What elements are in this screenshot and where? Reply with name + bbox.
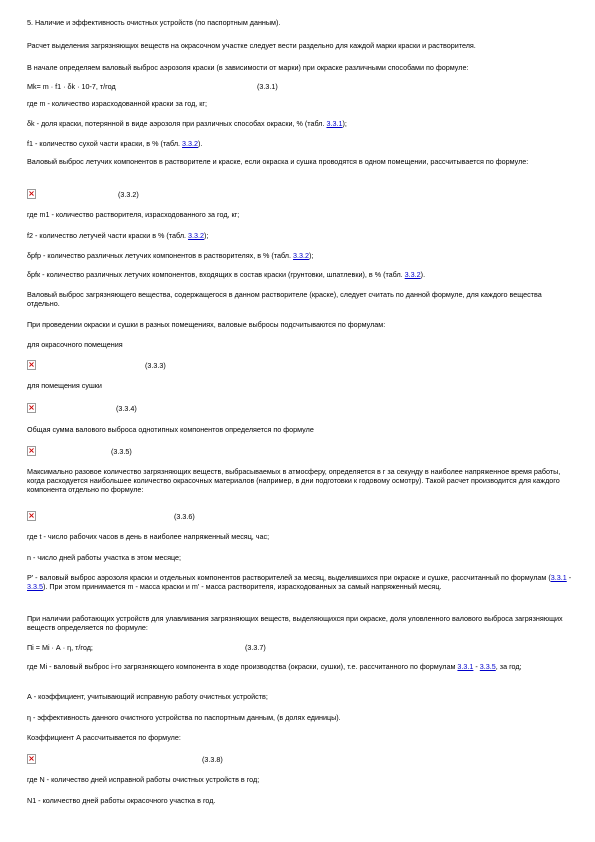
definition-p: Р' - валовый выброс аэрозоля краски и отдельных компонентов растворителей за месяц, выделившихся при окраске и сушке, рассчитанный по формулам (3.3.1 - 3.3.5). При этом принимается m - масса краски и m' - масса растворителя, израсходованных за самый напряженный месяц. (27, 573, 572, 592)
equation-number: (3.3.7) (245, 643, 266, 652)
broken-image-icon (27, 754, 36, 764)
equation-number: (3.3.6) (174, 512, 195, 521)
definition-t: где t - число рабочих часов в день в наиболее напряженный месяц, час; (27, 532, 270, 541)
definition-dk: δk - доля краски, потерянной в виде аэрозоля при различных способах окраски, % (табл. 3.3.1); (27, 119, 347, 128)
definition-eta: η - эффективность данного очистного устройства по паспортным данным, (в долях единицы). (27, 713, 341, 722)
formula-3-3-7-line (27, 643, 572, 652)
paragraph-valovyi-zagr: Валовый выброс загрязняющего вещества, содержащегося в данном растворителе (краске), следует считать по данной формуле, для каждого вещества отдельно. (27, 290, 542, 309)
broken-image-icon (27, 446, 36, 456)
definition-f1: f1 - количество сухой части краски, в % (табл. 3.3.2). (27, 139, 203, 148)
ref-table-3-3-2[interactable]: 3.3.2 (188, 231, 205, 240)
broken-image-icon (27, 189, 36, 199)
definition-a: А - коэффициент, учитывающий исправную работу очистных устройств; (27, 692, 268, 701)
ref-table-3-3-2[interactable]: 3.3.2 (292, 251, 309, 260)
equation-number: (3.3.4) (116, 404, 137, 413)
paragraph-valovyi: Валовый выброс летучих компонентов в растворителе и краске, если окраска и сушка проводятся в одном помещении, рассчитывается по формуле: (27, 157, 529, 166)
ref-formula-3-3-5[interactable]: 3.3.5 (27, 582, 43, 592)
formula-3-3-6-line (27, 511, 572, 521)
equation-number: (3.3.5) (111, 447, 132, 456)
definition-n1: N1 - количество дней работы окрасочного участка в год. (27, 796, 216, 805)
formula-3-3-1: Мk= m · f1 · δk · 10-7, т/год (27, 82, 116, 91)
section-heading: 5. Наличие и эффективность очистных устройств (по паспортным данным). (27, 18, 281, 27)
broken-image-icon (27, 403, 36, 413)
ref-table-3-3-2[interactable]: 3.3.2 (182, 139, 199, 148)
equation-number: (3.3.3) (145, 361, 166, 370)
paragraph-nachale: В начале определяем валовый выброс аэрозоля краски (в зависимости от марки) при окраске различными способами по формуле: (27, 63, 469, 72)
definition-dpk: δрfк - количество различных летучих компонентов, входящих в состав краски (грунтовки, шпатлевки), в % (табл. 3.3.2). (27, 270, 426, 279)
ref-formula-3-3-1[interactable]: 3.3.1 (457, 662, 474, 671)
definition-n: n - число дней работы участка в этом месяце; (27, 553, 182, 562)
definition-n-days: где N - количество дней исправной работы очистных устройств в год; (27, 775, 260, 784)
paragraph-koef-a: Коэффициент А рассчитывается по формуле: (27, 733, 181, 742)
paragraph-max: Максимально разовое количество загрязняющих веществ, выбрасываемых в атмосферу, определяется в г за секунду в наиболее напряженное время работы, когда расходуется наибольшее количество окрасочных материалов (например, в дни подготовки к годовому осмотру). Такой расчет производится для каждого компонента отдельно по формуле: (27, 467, 561, 495)
paragraph-pri-raznyh: При проведении окраски и сушки в разных помещениях, валовые выбросы подсчитываются по формулам: (27, 320, 386, 329)
paragraph-raschet: Расчет выделения загрязняющих веществ на окрасочном участке следует вести раздельно для каждой марки краски и растворителя. (27, 41, 476, 50)
formula-3-3-1-line (27, 82, 572, 91)
definition-m: где m - количество израсходованной краски за год, кг; (27, 99, 208, 108)
equation-number: (3.3.1) (257, 82, 278, 91)
ref-table-3-3-2[interactable]: 3.3.2 (404, 270, 421, 279)
label-okrasochnoe: для окрасочного помещения (27, 340, 123, 349)
formula-3-3-3-line (27, 360, 572, 370)
formula-3-3-4-line (27, 403, 572, 413)
definition-f2: f2 - количество летучей части краски в % (табл. 3.3.2); (27, 231, 209, 240)
equation-number: (3.3.8) (202, 755, 223, 764)
equation-number: (3.3.2) (118, 190, 139, 199)
broken-image-icon (27, 511, 36, 521)
ref-table-3-3-1[interactable]: 3.3.1 (326, 119, 343, 128)
formula-3-3-8-line (27, 754, 572, 764)
definition-dpr: δрfp - количество различных летучих компонентов в растворителях, в % (табл. 3.3.2); (27, 251, 314, 260)
definition-mi: где Мi - валовый выброс i-го загрязняющего компонента в ходе производства (окраски, сушки), т.е. рассчитанного по формулам 3.3.1 - 3.3.5, за год; (27, 662, 522, 671)
ref-formula-3-3-5[interactable]: 3.3.5 (479, 662, 496, 671)
formula-3-3-2-line (27, 189, 572, 199)
formula-3-3-7: Пi = Мi · А · η, т/год; (27, 643, 93, 652)
label-sushka: для помещения сушки (27, 381, 102, 390)
formula-3-3-5-line (27, 446, 572, 456)
definition-m1: где m1 - количество растворителя, израсходованного за год, кг; (27, 210, 240, 219)
paragraph-nalichii: При наличии работающих устройств для улавливания загрязняющих веществ, выделяющихся при окраске, доля уловленного валового выброса загрязняющих веществ определяется по формуле: (27, 614, 563, 633)
broken-image-icon (27, 360, 36, 370)
ref-formula-3-3-1[interactable]: 3.3.1 (550, 573, 567, 582)
paragraph-obshaya: Общая сумма валового выброса однотипных компонентов определяется по формуле (27, 425, 314, 434)
